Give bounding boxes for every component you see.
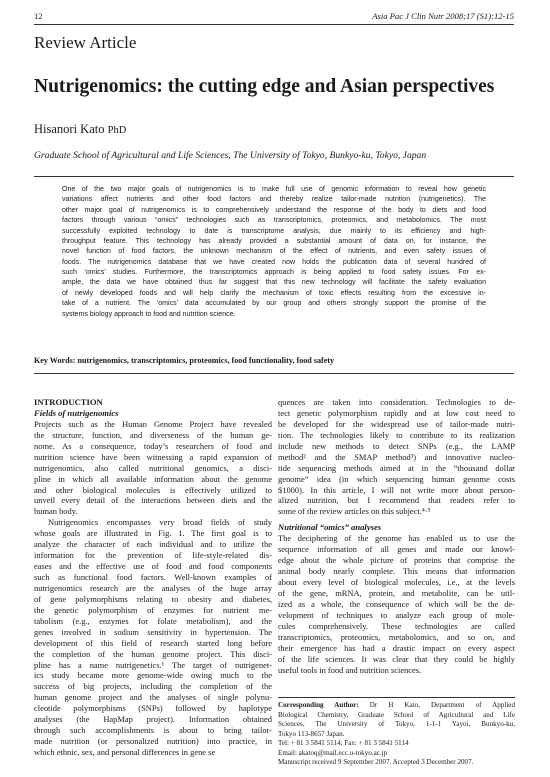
- author-line: [34, 122, 126, 137]
- text-line: of the gene, mRNA, protein, and metabolite, can be util-: [278, 587, 515, 598]
- paragraph: [34, 419, 272, 517]
- text-line: nutrigenomics research are the analyses of the huge array: [34, 582, 272, 593]
- paragraph: [34, 517, 272, 758]
- text-line: sequence information of all genes and made our knowl-: [278, 544, 515, 555]
- keywords: [34, 356, 334, 365]
- text-line: tion. The technologies likely to contribute to its realization: [278, 429, 515, 440]
- header-rule: [34, 24, 514, 25]
- text-line: which ethnic, sex, and personal differences in gene se: [34, 747, 216, 757]
- text-line: made nutrition (or personalized nutrition) into practice, in: [34, 736, 272, 747]
- text-line: eases and the effective use of food and food components: [34, 561, 272, 572]
- affiliation: Graduate School of Agricultural and Life Sciences, The University of Tokyo, Bunkyo-ku, Tokyo, Japan: [34, 150, 427, 161]
- text-line: novel function of food factors, the unknown mechanism of the effect of nutrients, and even safety issues of: [62, 248, 486, 256]
- text-line: of gene polymorphisms relating to obesity and diabetes,: [34, 593, 272, 604]
- text-line: analyze the character of each individual and to utilize the: [34, 539, 272, 550]
- text-line: useful tools in food and nutrition sciences.: [278, 664, 422, 675]
- corr-line: Sciences, The University of Tokyo, 1-1-1 Yayoi, Bunkyo-ku,: [278, 720, 515, 728]
- text-line: tabolism (e.g., enzymes for folate metabolism), and the: [34, 615, 272, 626]
- text-line: velopment of techniques to analyze each group of mole-: [278, 609, 515, 620]
- text-line: such as functional food factors. Well-known examples of: [34, 572, 272, 582]
- text-line: One of the two major goals of nutrigenomics is to make full use of genomic information to reveal how genetic: [62, 186, 486, 193]
- corr-line: [278, 701, 515, 711]
- corr-label: Corresponding Author:: [278, 701, 359, 709]
- text-line: transcriptomics, proteomics, metabolomics, and so on, and: [278, 631, 515, 642]
- text-line: be developed for the widespread use of tailor-made nutri-: [278, 418, 515, 429]
- text-line: quences are taken into consideration. Technologies to de-: [278, 397, 515, 407]
- article-type: Review Article: [34, 33, 137, 52]
- text-line: pline in which all available information about the genome: [34, 473, 272, 484]
- paragraph: [278, 533, 515, 675]
- text-line: factors through various “omics” technologies such as transcriptomics, proteomics, and metabolomics. The most: [62, 217, 486, 225]
- text-line: information for the prevention of life-style-related dis-: [34, 550, 272, 561]
- paragraph: [278, 397, 515, 517]
- text-line: systems biology approach to food and nutrition science.: [62, 310, 236, 318]
- text-line: method² and the SMAP method³) and innovative nucleo-: [278, 451, 515, 462]
- journal-citation: Asia Pac J Clin Nutr 2008;17 (S1):12-15: [372, 11, 514, 21]
- corr-email: Email: akatoq@mail.ecc.u-tokyo.ac.jp: [278, 748, 388, 757]
- author-degree: PhD: [107, 125, 127, 136]
- text-line: successfully exploited technology to date is transcriptome analysis, due mainly to its efficiency and high-: [62, 227, 486, 235]
- text-line: throughput feature. This technology has already provided a substantial amount of data on, for instance, the: [62, 237, 486, 245]
- text-line: human body.: [34, 506, 78, 517]
- text-line: Projects such as the Human Genome Project have revealed: [34, 418, 272, 429]
- text-line: their emergence has had a drastic impact on every aspect: [278, 642, 515, 653]
- text-line: tide sequencing methods aimed at in the “thousand dollar: [278, 462, 515, 473]
- text-line: include new methods to detect SNPs (e.g., the LAMP: [278, 440, 515, 451]
- text-line: such ‘omics’ studies. Furthermore, the transcriptomics approach is being applied to food safety issues. For ex-: [62, 269, 486, 276]
- corr-line: Biological Chemistry, Graduate School of Agricultural and Life: [278, 710, 515, 719]
- text-line: edge about the whole picture of proteins that comprise the: [278, 555, 515, 566]
- corresponding-author-note: [278, 697, 515, 768]
- text-line: ample, the data we have obtained thus far suggest that this new technology will facilitate the safety evaluation: [62, 279, 486, 287]
- text-line: human genome project and the analyses of single polynu-: [34, 692, 272, 703]
- right-column: [278, 397, 515, 675]
- text-line: alized nutrition, but I recommend that readers refer to: [278, 495, 515, 506]
- text-line: through such accomplishments is about to bring tailor-: [34, 725, 272, 736]
- text-line: genes involved in sodium sensitivity in hypertension. The: [34, 626, 272, 637]
- text-line: development of this field of research started long before: [34, 637, 272, 648]
- page-number: 12: [34, 11, 43, 21]
- left-column: [34, 397, 272, 758]
- text-line: tect genetic polymorphism rapidly and at low cost need to: [278, 407, 515, 418]
- text-line: unveil every detail of the interactions between diets and the: [34, 495, 272, 506]
- text-line: Nutrigenomics encompasses very broad fields of study: [48, 517, 272, 528]
- text-line: cleotide polymorphisms (SNPs) followed by haplotype: [34, 703, 272, 714]
- abstract: [62, 185, 486, 320]
- affiliation-rule: [34, 176, 514, 177]
- text-line: foods. The nutrigenomics database that we have created now holds the publication data of several hundred of: [62, 258, 486, 266]
- manuscript-dates: Manuscript received 9 September 2007. Accepted 3 December 2007.: [278, 758, 474, 766]
- keywords-rule: [34, 373, 514, 374]
- subsection-heading: Nutritional “omics” analyses: [278, 522, 382, 533]
- corr-phone-fax: Tel: + 81 3 5841 5114; Fax: + 81 3 5841 5114: [278, 739, 409, 747]
- text-line: pline has a name nutrigenetics.¹ The target of nutrigenet-: [34, 659, 272, 670]
- text-line: analyses (the HapMap project). Information obtained: [34, 714, 272, 725]
- text-line: of the life sciences. It was clear that they could be highly: [278, 653, 515, 664]
- text-line: nutrition science have been witnessing a rapid expansion of: [34, 451, 272, 462]
- keywords-label: Key Words:: [34, 356, 76, 365]
- section-heading: INTRODUCTION: [34, 397, 103, 407]
- text-line: nutrigenomics, also called nutritional genomics, a disci-: [34, 462, 272, 473]
- text-line: about every level of biological molecules, i.e., at the levels: [278, 577, 515, 587]
- text-line: cules comprehensively. These technologies are called: [278, 620, 515, 631]
- text-line: variations affect nutrients and other food factors and thereby realize tailor-made nutrition (nutrigenetics). The: [62, 196, 486, 204]
- text-line: genome” idea (in which sequencing human genome costs: [278, 473, 515, 484]
- running-header: [34, 11, 514, 25]
- text-line: nome. As a consequence, today’s researchers of food and: [34, 440, 272, 451]
- text-line: The deciphering of the genome has enabled us to use the: [278, 533, 515, 544]
- text-line: success of big projects, including the completion of the: [34, 681, 272, 692]
- corr-text: Dr H Kato, Department of Applied: [358, 701, 515, 709]
- text-line: animal body nearly complete. This means that information: [278, 566, 515, 577]
- text-line: whose goals are illustrated in Fig. 1. The first goal is to: [34, 528, 272, 539]
- text-line: ized as a whole, the consequence of which will be the de-: [278, 598, 515, 609]
- text-line: the completion of the human genome project. This disci-: [34, 648, 272, 659]
- text-line: of newly developed foods and will help clarify the mechanism of toxic effects resulting from the excessive in-: [62, 289, 486, 297]
- article-title: Nutrigenomics: the cutting edge and Asian perspectives: [34, 76, 495, 97]
- text-line: and other biological molecules is effectively utilized to: [34, 484, 272, 495]
- text-line: the genetic polymorphism of enzymes for nutrient me-: [34, 604, 272, 615]
- text-line: ics study became more genome-wide owing much to the: [34, 670, 272, 681]
- keywords-value: nutrigenomics, transcriptomics, proteomics, food functionality, food safety: [75, 356, 335, 365]
- text-line: $1000). In this article, I will not write more about person-: [278, 484, 515, 495]
- text-line: other major goal of nutrigenomics is to comprehensively understand the response of the body to diets and food: [62, 206, 486, 214]
- text-line: the structure, function, and diverseness of the human ge-: [34, 429, 272, 440]
- subsection-heading: Fields of nutrigenomics: [34, 407, 119, 418]
- author-name: Hisanori Kato: [34, 122, 108, 136]
- text-line: take of a nutrient. The ‘omics’ data accumulated by our group and others strongly support the promise of the: [62, 300, 486, 308]
- text-line: some of the review articles on this subject.⁴·⁵: [278, 506, 431, 517]
- corr-line: Tokyo 113-8657 Japan.: [278, 729, 345, 738]
